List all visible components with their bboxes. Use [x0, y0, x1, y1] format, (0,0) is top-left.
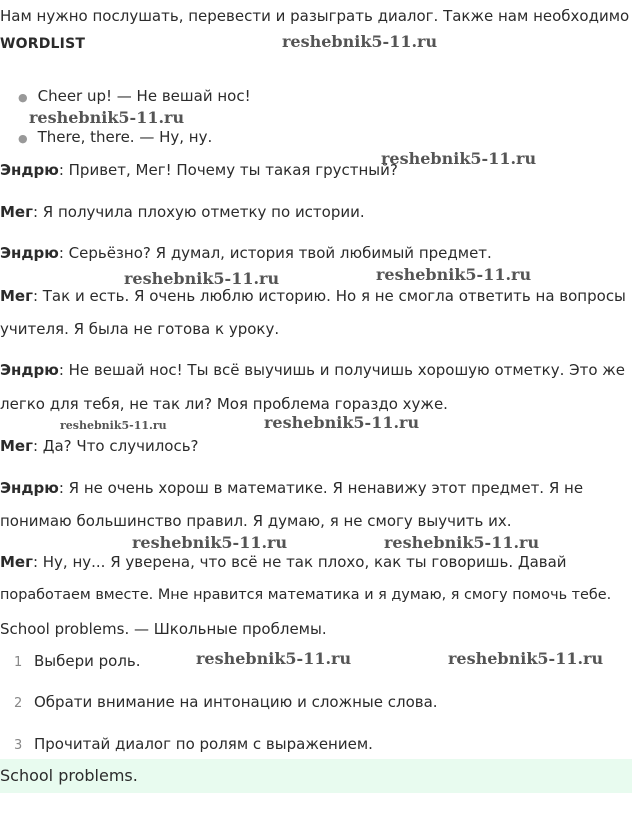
- wordlist-item-text: There, there. — Ну, ну.: [37, 128, 213, 146]
- watermark: reshebnik5-11.ru: [384, 533, 540, 552]
- line-text: Привет, Мег! Почему ты такая грустный?: [68, 161, 398, 179]
- task-text: Выбери роль.: [34, 652, 141, 670]
- dialogue-line: Эндрю: Не вешай нос! Ты всё выучишь и получишь хорошую отметку. Это же: [0, 361, 626, 379]
- watermark: reshebnik5-11.ru: [132, 533, 288, 552]
- dialogue-line: Эндрю: Серьёзно? Я думал, история твой любимый предмет.: [0, 244, 492, 262]
- task-text: Обрати внимание на интонацию и сложные слова.: [34, 693, 438, 711]
- watermark: reshebnik5-11.ru: [124, 269, 280, 288]
- watermark: reshebnik5-11.ru: [448, 649, 604, 668]
- wordlist-item-text: Cheer up! — Не вешай нос!: [37, 87, 251, 105]
- line-text: Ну, ну... Я уверена, что всё не так плохо, как ты говоришь. Давай: [42, 553, 567, 571]
- intro-text: Нам нужно послушать, перевести и разыграть диалог. Также нам необходимо: [0, 7, 630, 25]
- dialogue-line: Мег: Да? Что случилось?: [0, 437, 199, 455]
- speaker-name: Эндрю: [0, 361, 59, 379]
- dialogue-line-cont: учителя. Я была не готова к уроку.: [0, 320, 280, 338]
- task-item: [14, 735, 373, 753]
- line-text: Не вешай нос! Ты всё выучишь и получишь хорошую отметку. Это же: [68, 361, 626, 379]
- task-item: [14, 693, 438, 711]
- watermark: reshebnik5-11.ru: [60, 419, 167, 432]
- dialogue-line: Мег: Так и есть. Я очень люблю историю. Но я не смогла ответить на вопросы: [0, 287, 626, 305]
- watermark: reshebnik5-11.ru: [282, 32, 438, 51]
- speaker-name: Эндрю: [0, 244, 59, 262]
- line-text: Так и есть. Я очень люблю историю. Но я не смогла ответить на вопросы: [42, 287, 626, 305]
- watermark: reshebnik5-11.ru: [196, 649, 352, 668]
- school-problems-line: School problems. — Школьные проблемы.: [0, 620, 327, 638]
- speaker-name: Эндрю: [0, 479, 59, 497]
- bullet-icon: ●: [18, 132, 28, 145]
- dialogue-line-cont: поработаем вместе. Мне нравится математика и я думаю, я смогу помочь тебе.: [0, 587, 612, 603]
- dialogue-line-cont: легко для тебя, не так ли? Моя проблема гораздо хуже.: [0, 395, 448, 413]
- dialogue-line-cont: понимаю большинство правил. Я думаю, я не смогу выучить их.: [0, 512, 512, 530]
- line-text: Да? Что случилось?: [42, 437, 199, 455]
- task-number: 2: [14, 696, 23, 711]
- speaker-name: Мег: [0, 287, 33, 305]
- watermark: reshebnik5-11.ru: [381, 149, 537, 168]
- wordlist-item: [18, 128, 212, 146]
- dialogue-line: Мег: Я получила плохую отметку по истории.: [0, 203, 365, 221]
- footer-text: School problems.: [0, 766, 138, 785]
- speaker-name: Мег: [0, 203, 33, 221]
- speaker-name: Эндрю: [0, 161, 59, 179]
- dialogue-line: Мег: Ну, ну... Я уверена, что всё не так плохо, как ты говоришь. Давай: [0, 553, 567, 571]
- watermark: reshebnik5-11.ru: [29, 108, 185, 127]
- line-text: Серьёзно? Я думал, история твой любимый предмет.: [68, 244, 492, 262]
- bullet-icon: ●: [18, 91, 28, 104]
- task-item: [14, 652, 141, 670]
- footer-bar: [0, 759, 632, 793]
- line-text: Я не очень хорош в математике. Я ненавижу этот предмет. Я не: [68, 479, 584, 497]
- dialogue-line: Эндрю: Я не очень хорош в математике. Я ненавижу этот предмет. Я не: [0, 479, 584, 497]
- speaker-name: Мег: [0, 553, 33, 571]
- line-text: Я получила плохую отметку по истории.: [42, 203, 365, 221]
- wordlist-heading: WORDLIST: [0, 36, 86, 52]
- wordlist-item: [18, 87, 251, 105]
- watermark: reshebnik5-11.ru: [264, 413, 420, 432]
- task-number: 1: [14, 655, 23, 670]
- watermark: reshebnik5-11.ru: [376, 265, 532, 284]
- speaker-name: Мег: [0, 437, 33, 455]
- dialogue-line: Эндрю: Привет, Мег! Почему ты такая грустный?: [0, 161, 398, 179]
- task-number: 3: [14, 738, 23, 753]
- task-text: Прочитай диалог по ролям с выражением.: [34, 735, 373, 753]
